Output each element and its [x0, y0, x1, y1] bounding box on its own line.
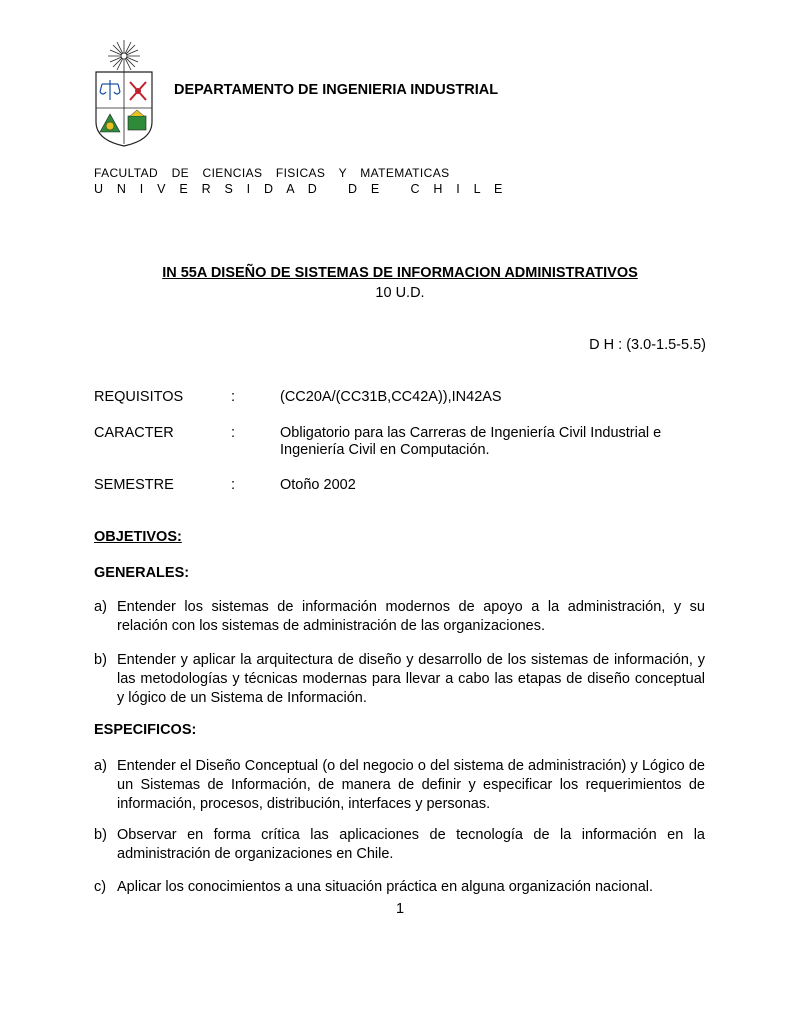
list-item-text: Observar en forma crítica las aplicaciones de tecnología de la información en la administración de organizaciones en Chile. — [117, 827, 705, 862]
university-name: U N I V E R S I D A D D E C H I L E — [94, 182, 508, 196]
course-dh: D H : (3.0-1.5-5.5) — [589, 337, 706, 353]
info-label: CARACTER — [94, 425, 174, 441]
info-colon: : — [231, 389, 236, 405]
info-colon: : — [231, 477, 236, 493]
info-label: SEMESTRE — [94, 477, 174, 493]
info-label: REQUISITOS — [94, 389, 184, 405]
list-item — [94, 878, 705, 897]
course-units: 10 U.D. — [375, 285, 425, 301]
page-number: 1 — [395, 901, 405, 917]
list-item-text: Entender el Diseño Conceptual (o del negocio o del sistema de administración) y Lógico de un Sistemas de Información, de manera de definir y especificar los requerimientos de información, procesos, distribución, interfaces y personas. — [117, 758, 705, 812]
department-name: DEPARTAMENTO DE INGENIERIA INDUSTRIAL — [174, 82, 499, 98]
course-title-line — [0, 265, 800, 281]
list-item-text: Entender los sistemas de información modernos de apoyo a la administración, y su relación con los sistemas de administración de las organizaciones. — [117, 599, 705, 634]
list-item-label: a) — [94, 599, 107, 615]
list-item-label: a) — [94, 758, 107, 774]
list-item-text: Entender y aplicar la arquitectura de diseño y desarrollo de los sistemas de información, y las metodologías y técnicas modernas para llevar a cabo las etapas de diseño conceptual y lógico de un Sistema de Información. — [117, 652, 705, 706]
info-value: Obligatorio para las Carreras de Ingeniería Civil Industrial e Ingeniería Civil en Computación. — [280, 425, 662, 458]
faculty-name: FACULTAD DE CIENCIAS FISICAS Y MATEMATICAS — [94, 166, 450, 180]
university-crest-logo — [92, 38, 156, 150]
list-item-text: Aplicar los conocimientos a una situación práctica en alguna organización nacional. — [117, 879, 654, 895]
list-item — [94, 826, 705, 864]
info-value: Otoño 2002 — [280, 477, 356, 493]
list-item — [94, 598, 705, 636]
especificos-heading: ESPECIFICOS: — [94, 722, 197, 738]
list-item-label: c) — [94, 879, 107, 895]
info-value: (CC20A/(CC31B,CC42A)),IN42AS — [280, 389, 502, 405]
generales-heading: GENERALES: — [94, 565, 190, 581]
course-title: IN 55A DISEÑO DE SISTEMAS DE INFORMACION ADMINISTRATIVOS — [162, 265, 638, 281]
list-item-label: b) — [94, 827, 107, 843]
list-item — [94, 651, 705, 708]
list-item-label: b) — [94, 652, 107, 668]
list-item — [94, 757, 705, 814]
info-colon: : — [231, 425, 236, 441]
objetivos-heading: OBJETIVOS: — [94, 529, 182, 545]
